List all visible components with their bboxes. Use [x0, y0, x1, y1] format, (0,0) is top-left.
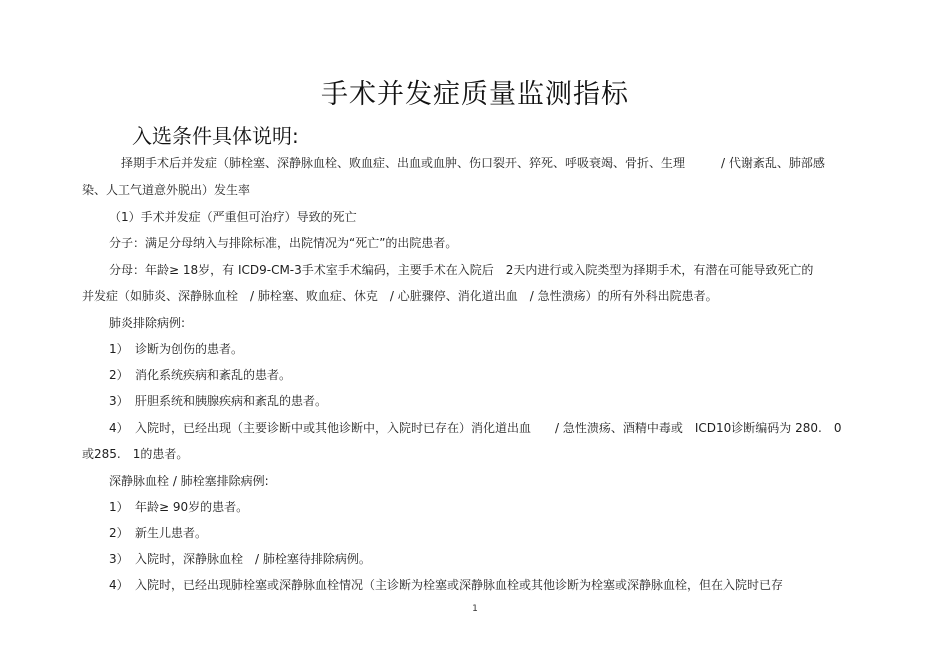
list-item-number: 1） [109, 342, 129, 356]
list-item-text: 消化系统疾病和紊乱的患者。 [135, 368, 292, 382]
list-item-text: 诊断为创伤的患者。 [135, 342, 244, 356]
list-item [109, 368, 291, 382]
list-item-number: 2） [109, 368, 129, 382]
list-item [109, 421, 841, 435]
denominator-line-1: 分母：年龄≥ 18岁，有 ICD9-CM-3手术室手术编码，主要手术在入院后 2天内进行或入院类型为择期手术，有潜在可能导致死亡的 [109, 263, 814, 277]
numerator-text: 分子：满足分母纳入与排除标准，出院情况为“死亡”的出院患者。 [109, 236, 458, 250]
page-title: 手术并发症质量监测指标 [321, 79, 629, 110]
list-item [109, 578, 783, 592]
list-item-number: 3） [109, 552, 129, 566]
list-item [109, 394, 327, 408]
intro-line-2: 染、人工气道意外脱出）发生率 [82, 183, 251, 197]
list-item-number: 2） [109, 526, 129, 540]
denominator-line-2: 并发症（如肺炎、深静脉血栓 / 肺栓塞、败血症、休克 / 心脏骤停、消化道出血 / 急性溃疡）的所有外科出院患者。 [82, 289, 718, 303]
pneumonia-heading: 肺炎排除病例: [109, 316, 186, 330]
list-item-number: 1） [109, 500, 129, 514]
list-item-text: 入院时，已经出现（主要诊断中或其他诊断中，入院时已存在）消化道出血 / 急性溃疡、酒精中毒或 ICD10诊断编码为 280. 0 [135, 421, 842, 435]
list-item-continuation: 或285. 1的患者。 [82, 447, 189, 461]
page-number: 1 [472, 604, 478, 614]
list-item-text: 入院时，已经出现肺栓塞或深静脉血栓情况（主诊断为栓塞或深静脉血栓或其他诊断为栓塞或深静脉血栓，但在入院时已存 [135, 578, 784, 592]
dvt-heading: 深静脉血栓 / 肺栓塞排除病例: [109, 474, 269, 488]
section-subtitle: 入选条件具体说明: [132, 124, 299, 148]
intro-line-1: 择期手术后并发症（肺栓塞、深静脉血栓、败血症、出血或血肿、伤口裂开、猝死、呼吸衰竭、骨折、生理 / 代谢紊乱、肺部感 [121, 156, 825, 170]
list-item-number: 4） [109, 421, 129, 435]
list-item [109, 552, 371, 566]
list-item-number: 3） [109, 394, 129, 408]
list-item-text: 肝胆系统和胰腺疾病和紊乱的患者。 [135, 394, 328, 408]
list-item-text: 入院时，深静脉血栓 / 肺栓塞待排除病例。 [135, 552, 371, 566]
list-item [109, 526, 207, 540]
section-heading-1: （1）手术并发症（严重但可治疗）导致的死亡 [109, 210, 357, 224]
list-item-text: 新生儿患者。 [135, 526, 208, 540]
list-item [109, 342, 243, 356]
list-item-text: 年龄≥ 90岁的患者。 [135, 500, 249, 514]
list-item [109, 500, 248, 514]
list-item-number: 4） [109, 578, 129, 592]
